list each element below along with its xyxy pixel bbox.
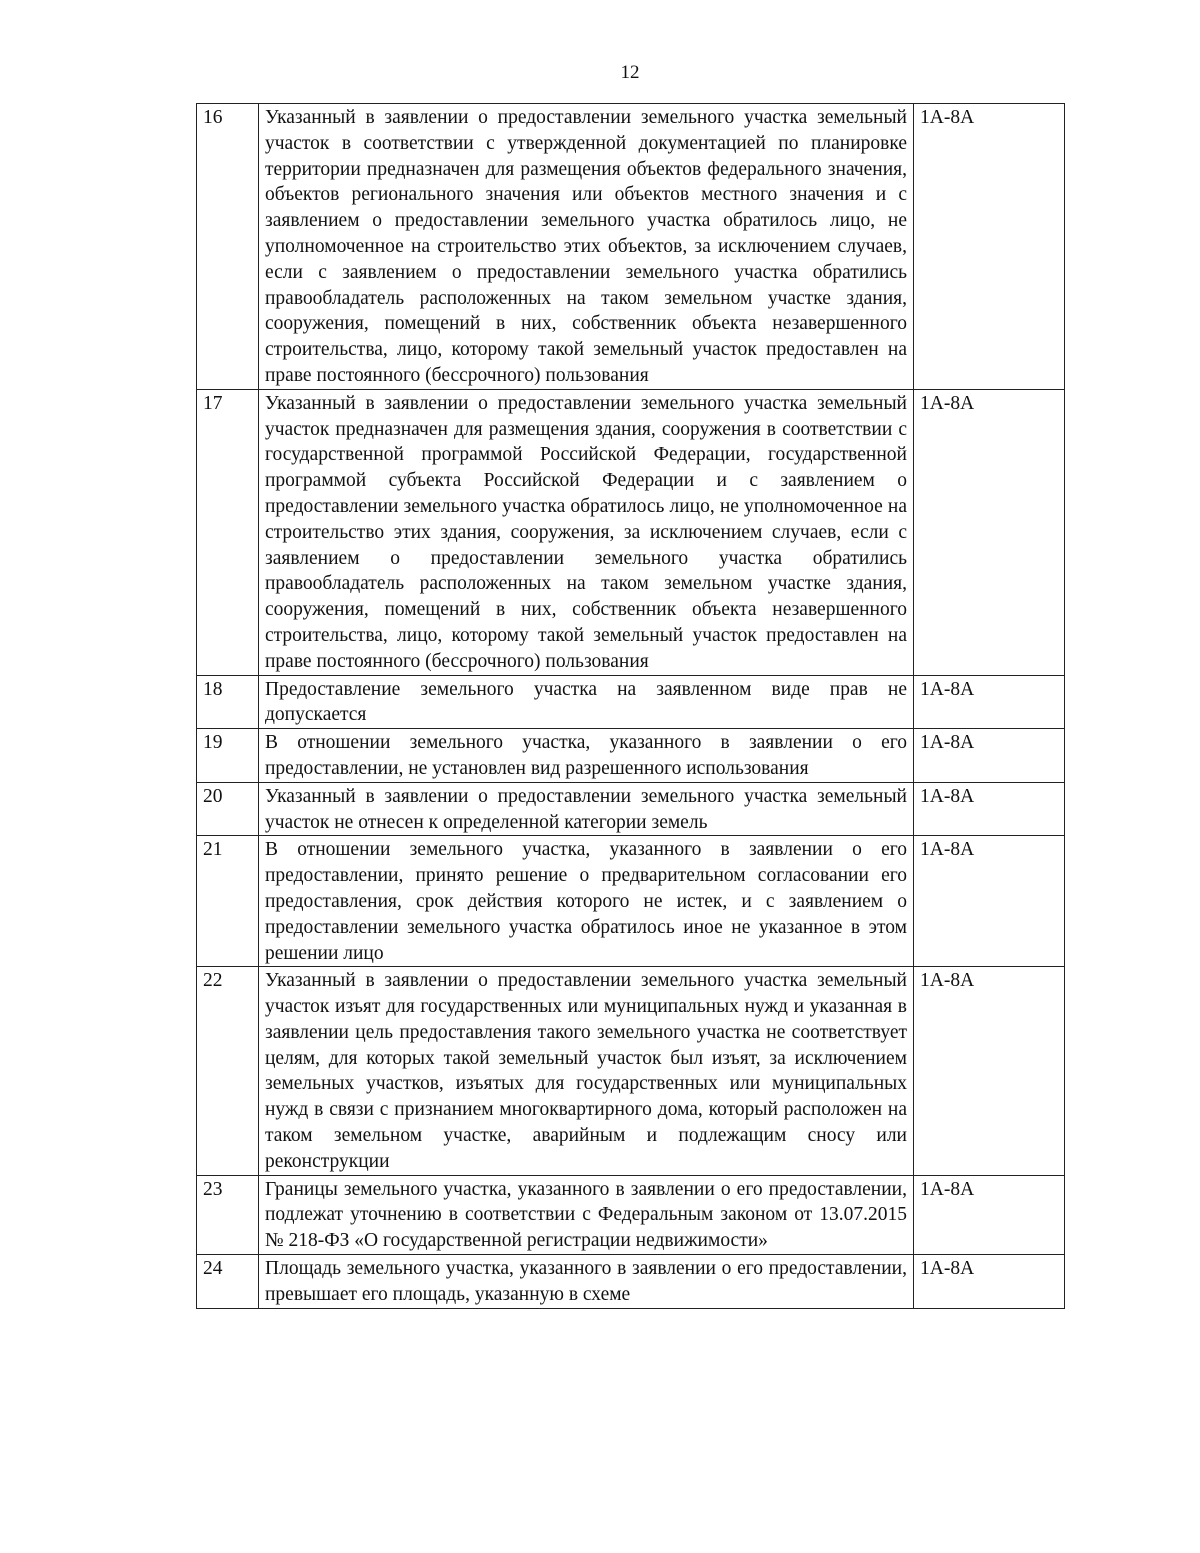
row-number: 21 xyxy=(197,836,259,967)
row-number: 20 xyxy=(197,782,259,836)
table-row xyxy=(197,967,1065,1175)
table-row xyxy=(197,675,1065,729)
table-row xyxy=(197,1255,1065,1309)
row-text: Указанный в заявлении о предоставлении земельного участка земельный участок предназначен для размещения здания, сооружения в соответствии с государственной программой Российской Федерации, государственной программой субъекта Российской Федерации и с заявлением о предоставлении земельного участка обратилось лицо, не уполномоченное на строительство этих здания, сооружения, за исключением случаев, если с заявлением о предоставлении земельного участка обратились правообладатель расположенных на таком земельном участке здания, сооружения, помещений в них, собственник объекта незавершенного строительства, лицо, которому такой земельный участок предоставлен на праве постоянного (бессрочного) пользования xyxy=(259,389,914,675)
row-code: 1А-8А xyxy=(914,389,1065,675)
table-row xyxy=(197,729,1065,783)
row-text: Указанный в заявлении о предоставлении земельного участка земельный участок изъят для государственных или муниципальных нужд и указанная в заявлении цель предоставления такого земельного участка не соответствует целям, для которых такой земельный участок был изъят, за исключением земельных участков, изъятых для государственных или муниципальных нужд в связи с признанием многоквартирного дома, который расположен на таком земельном участке, аварийным и подлежащим сносу или реконструкции xyxy=(259,967,914,1175)
row-number: 23 xyxy=(197,1175,259,1254)
table-row xyxy=(197,389,1065,675)
row-text: Границы земельного участка, указанного в заявлении о его предоставлении, подлежат уточнению в соответствии с Федеральным законом от 13.07.2015 № 218-ФЗ «О государственной регистрации недвижимости» xyxy=(259,1175,914,1254)
page-number: 12 xyxy=(620,62,640,83)
row-number: 24 xyxy=(197,1255,259,1309)
row-code: 1А-8А xyxy=(914,1175,1065,1254)
row-code: 1А-8А xyxy=(914,1255,1065,1309)
table-row xyxy=(197,104,1065,390)
row-text: В отношении земельного участка, указанного в заявлении о его предоставлении, принято решение о предварительном согласовании его предоставления, срок действия которого не истек, и с заявлением о предоставлении земельного участка обратилось иное не указанное в этом решении лицо xyxy=(259,836,914,967)
row-number: 16 xyxy=(197,104,259,390)
row-code: 1А-8А xyxy=(914,729,1065,783)
row-text: Указанный в заявлении о предоставлении земельного участка земельный участок в соответствии с утвержденной документацией по планировке территории предназначен для размещения объектов федерального значения, объектов регионального значения или объектов местного значения и с заявлением о предоставлении земельного участка обратилось лицо, не уполномоченное на строительство этих объектов, за исключением случаев, если с заявлением о предоставлении земельного участка обратились правообладатель расположенных на таком земельном участке здания, сооружения, помещений в них, собственник объекта незавершенного строительства, лицо, которому такой земельный участок предоставлен на праве постоянного (бессрочного) пользования xyxy=(259,104,914,390)
row-code: 1А-8А xyxy=(914,836,1065,967)
table-row xyxy=(197,782,1065,836)
row-text: Указанный в заявлении о предоставлении земельного участка земельный участок не отнесен к определенной категории земель xyxy=(259,782,914,836)
row-text: Площадь земельного участка, указанного в заявлении о его предоставлении, превышает его площадь, указанную в схеме xyxy=(259,1255,914,1309)
row-text: В отношении земельного участка, указанного в заявлении о его предоставлении, не установлен вид разрешенного использования xyxy=(259,729,914,783)
row-code: 1А-8А xyxy=(914,782,1065,836)
row-number: 19 xyxy=(197,729,259,783)
row-number: 18 xyxy=(197,675,259,729)
grounds-table xyxy=(196,103,1065,1309)
row-number: 17 xyxy=(197,389,259,675)
row-code: 1А-8А xyxy=(914,675,1065,729)
row-text: Предоставление земельного участка на заявленном виде прав не допускается xyxy=(259,675,914,729)
row-code: 1А-8А xyxy=(914,967,1065,1175)
row-number: 22 xyxy=(197,967,259,1175)
table-row xyxy=(197,1175,1065,1254)
row-code: 1А-8А xyxy=(914,104,1065,390)
table-row xyxy=(197,836,1065,967)
